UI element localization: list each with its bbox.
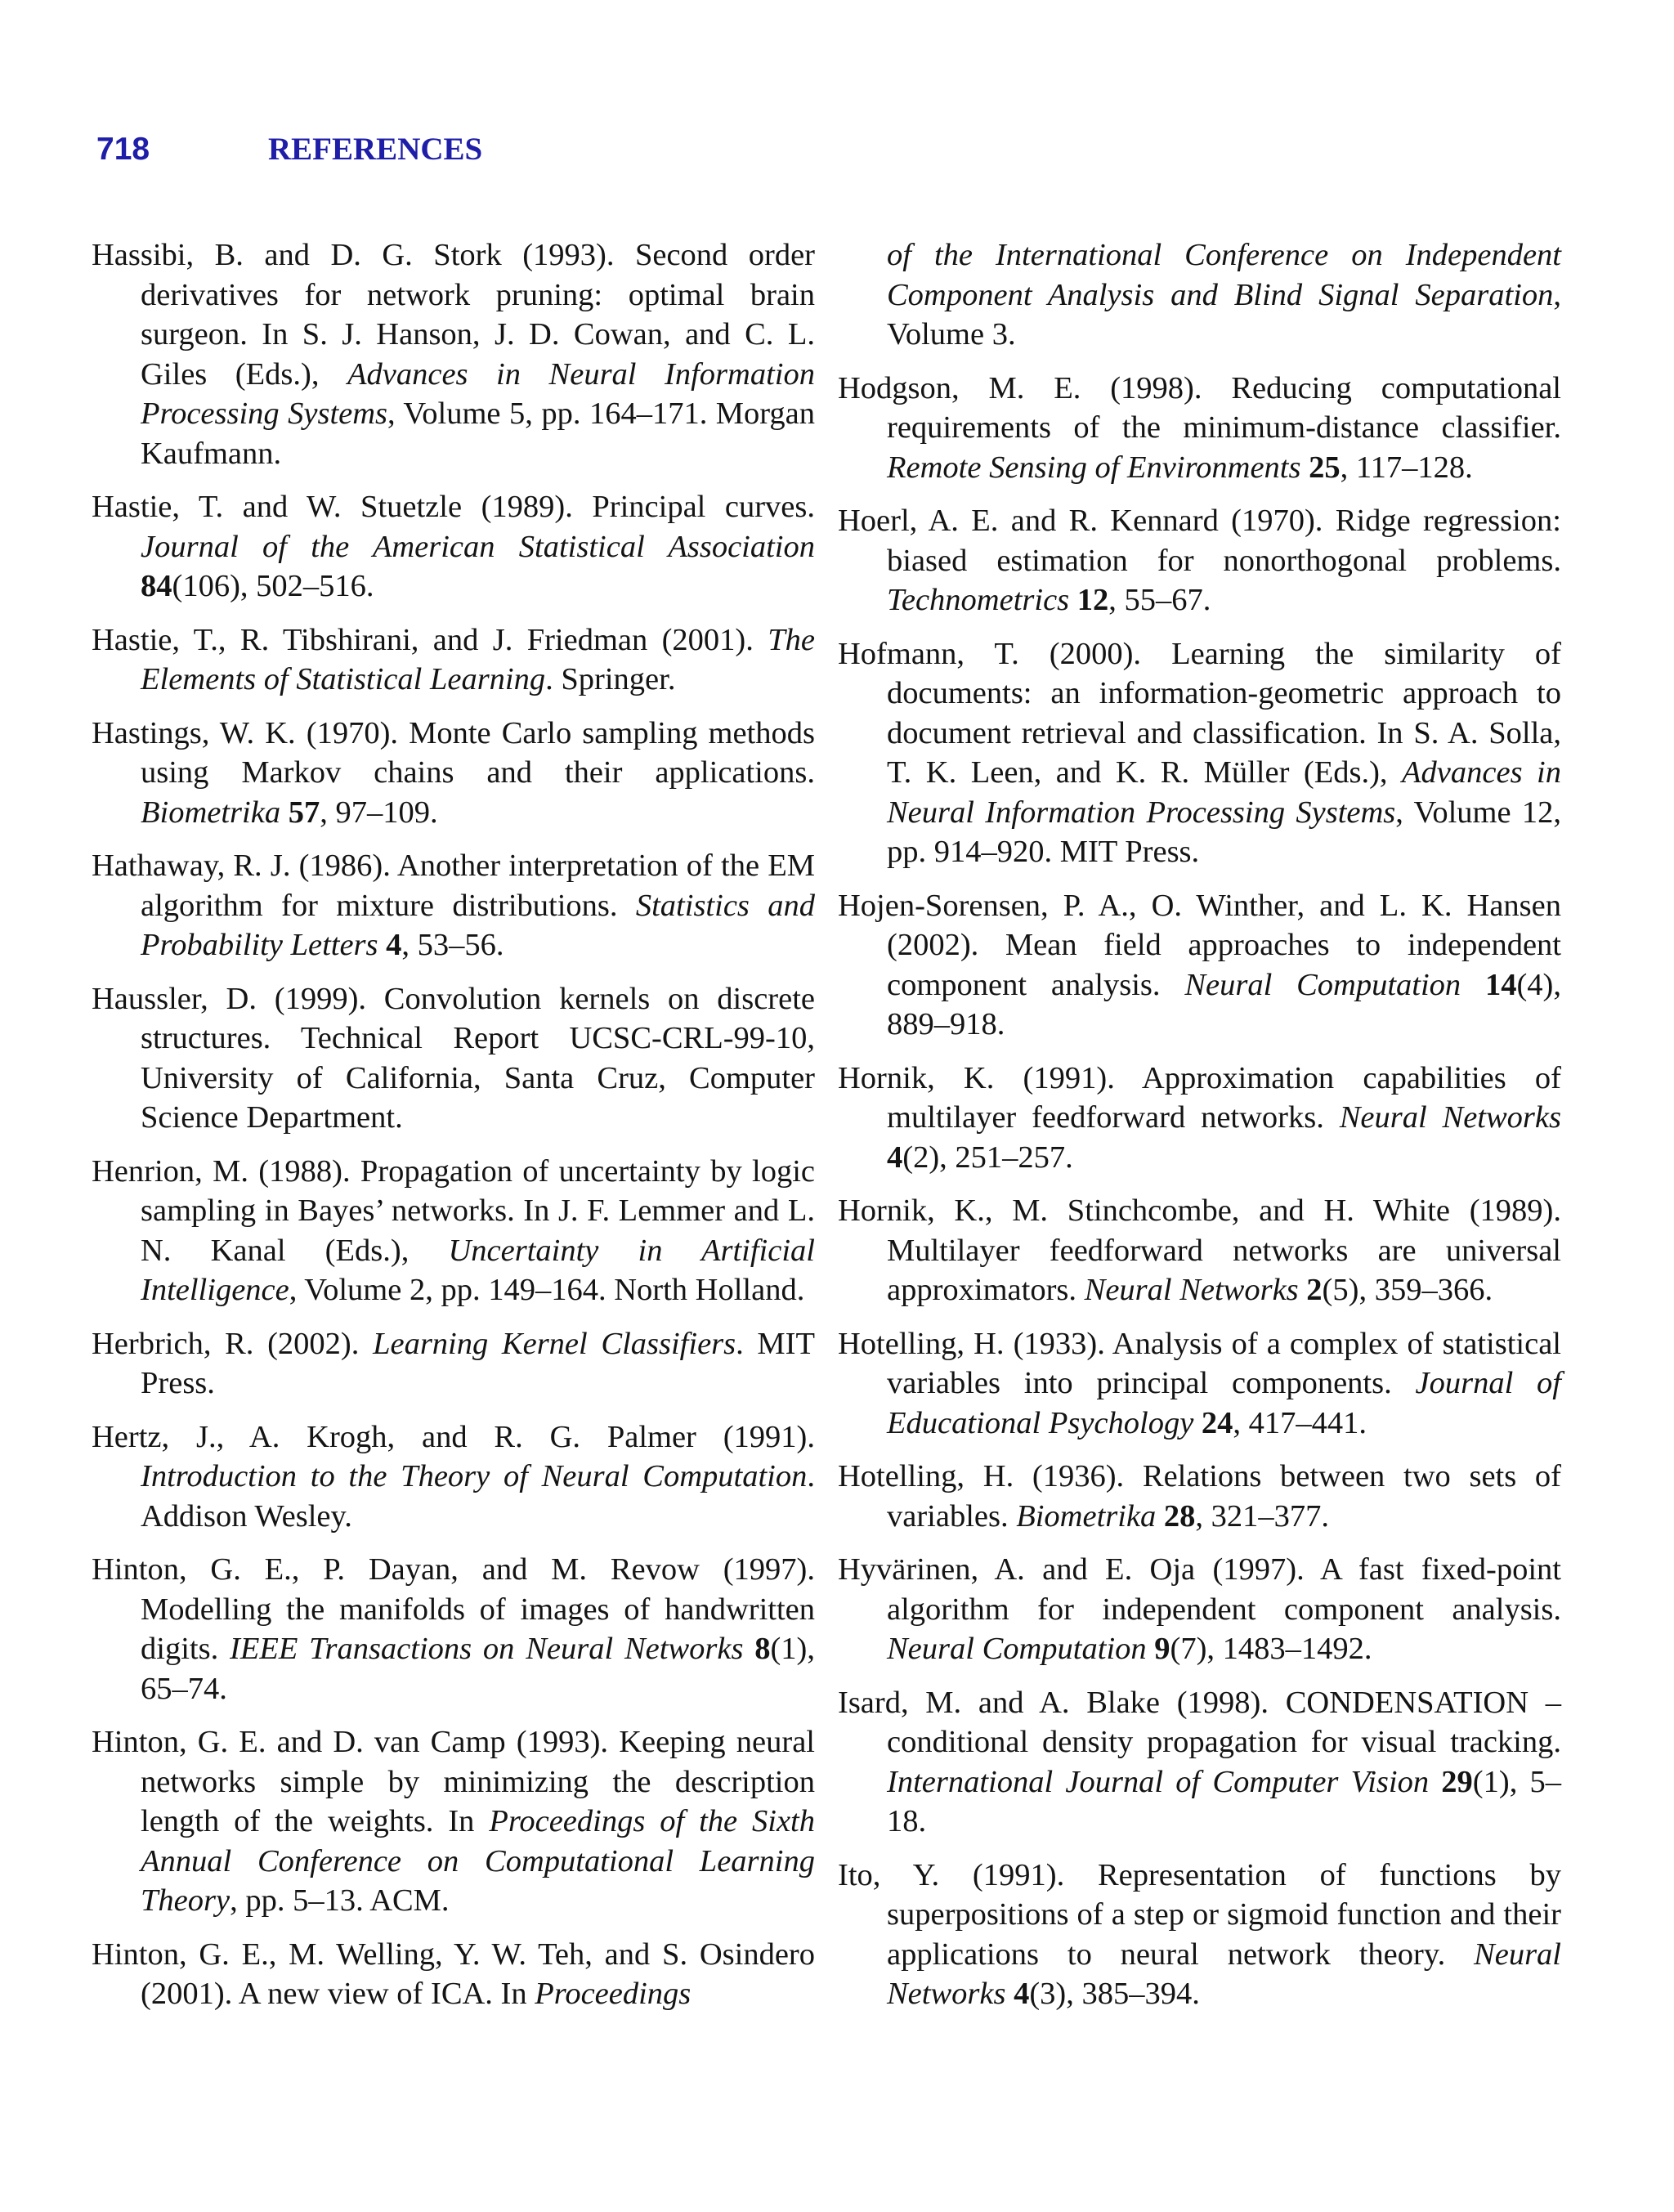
reference-entry (838, 1191, 1561, 1310)
references-right-column (838, 235, 1561, 2028)
reference-volume-bold: 12 (1076, 583, 1109, 617)
reference-entry (92, 235, 815, 473)
reference-text: Hertz, J., A. Krogh, and R. G. Palmer (1991). (92, 1419, 815, 1454)
reference-entry (838, 1324, 1561, 1444)
reference-title-italic: Neural Computation (1184, 967, 1461, 1002)
reference-title-italic: International Journal of Computer Vision (887, 1764, 1430, 1799)
reference-text: (1), 65–74. (141, 1632, 815, 1706)
reference-text (1147, 1632, 1155, 1666)
reference-text (1300, 450, 1309, 485)
reference-text (1299, 1273, 1307, 1307)
reference-text: Ito, Y. (1991). Representation of functions by superpositions of a step or sigmoid function and their applications to neural network theory. (838, 1857, 1561, 1972)
reference-text: Hojen-Sorensen, P. A., O. Winther, and L. K. Hansen (2002). Mean field approaches to independent component analysis. (838, 888, 1561, 1002)
reference-text: , 117–128. (1340, 450, 1473, 485)
reference-text: Hofmann, T. (2000). Learning the similarity of documents: an information-geometric approach to document retrieval and classification. In S. A. Solla, T. K. Leen, and K. R. Müller (Eds.), (838, 636, 1561, 790)
reference-text: (3), 385–394. (1029, 1977, 1200, 2011)
reference-text: Isard, M. and A. Blake (1998). CONDENSATION – conditional density propagation for visual tracking. (838, 1685, 1561, 1759)
section-title: REFERENCES (268, 132, 483, 167)
reference-title-italic: The Elements of Statistical Learning (141, 622, 815, 696)
page-number: 718 (96, 132, 150, 167)
references-left-column (92, 235, 815, 2028)
reference-text (1429, 1765, 1441, 1799)
reference-title-italic: Neural Networks (1084, 1273, 1299, 1307)
reference-text: Hassibi, B. and D. G. Stork (1993). Second order derivatives for network pruning: optimal brain surgeon. In S. J. Hanson, J. D. Cowan, and C. L. Giles (Eds.), (92, 238, 815, 392)
reference-title-italic: IEEE Transactions on Neural Networks (230, 1632, 744, 1666)
reference-title-italic: Remote Sensing of Environments (887, 450, 1301, 485)
reference-title-italic: Uncertainty in Artificial Intelligence (141, 1233, 815, 1307)
reference-text: Hinton, G. E., P. Dayan, and M. Revow (1997). Modelling the manifolds of images of handwritten digits. (92, 1552, 815, 1666)
reference-text: Hotelling, H. (1933). Analysis of a complex of statistical variables into principal components. (838, 1326, 1561, 1400)
reference-entry (92, 1152, 815, 1310)
reference-entry (92, 1722, 815, 1921)
reference-volume-bold: 9 (1154, 1632, 1170, 1666)
reference-entry (838, 1683, 1561, 1842)
reference-volume-bold: 2 (1306, 1273, 1323, 1307)
reference-title-italic: Neural Networks (887, 1937, 1561, 2011)
reference-volume-bold: 84 (141, 569, 172, 603)
reference-entry (838, 1457, 1561, 1536)
reference-text: Hastings, W. K. (1970). Monte Carlo sampling methods using Markov chains and their applications. (92, 715, 815, 790)
reference-volume-bold: 14 (1484, 967, 1517, 1002)
reference-title-italic: Journal of the American Statistical Association (141, 529, 815, 564)
reference-text: Hinton, G. E. and D. van Camp (1993). Keeping neural networks simple by minimizing the description length of the weights. In (92, 1725, 815, 1838)
reference-text: , Volume 12, pp. 914–920. MIT Press. (887, 795, 1561, 869)
reference-text (1005, 1977, 1014, 2011)
reference-entry-continued (838, 235, 1561, 355)
reference-entry (838, 1856, 1561, 2014)
reference-volume-bold: 4 (386, 928, 402, 962)
reference-text: Hinton, G. E., M. Welling, Y. W. Teh, and S. Osindero (2001). A new view of ICA. In (92, 1937, 815, 2011)
reference-text: Hathaway, R. J. (1986). Another interpretation of the EM algorithm for mixture distributions. (92, 849, 815, 923)
reference-entry (838, 634, 1561, 872)
reference-title-italic: Advances in Neural Information Processing Systems (141, 356, 815, 431)
reference-text (1193, 1406, 1202, 1440)
reference-volume-bold: 25 (1309, 450, 1341, 485)
reference-text: , 97–109. (320, 795, 438, 830)
reference-text: (4), 889–918. (887, 967, 1562, 1041)
reference-text: , Volume 3. (887, 277, 1561, 352)
reference-text: , 55–67. (1108, 583, 1211, 617)
reference-text: (7), 1483–1492. (1170, 1632, 1372, 1666)
reference-text: , 321–377. (1195, 1498, 1330, 1534)
reference-text: Hastie, T. and W. Stuetzle (1989). Principal curves. (92, 490, 815, 524)
reference-title-italic: Journal of Educational Psychology (887, 1366, 1561, 1440)
reference-entry (92, 1417, 815, 1537)
reference-text: (2), 251–257. (902, 1140, 1073, 1175)
reference-text: (1), 5–18. (887, 1764, 1561, 1838)
reference-title-italic: Neural Computation (887, 1632, 1147, 1666)
reference-entry (838, 1550, 1561, 1669)
reference-text: Hotelling, H. (1936). Relations between two sets of variables. (838, 1459, 1561, 1534)
reference-volume-bold: 57 (288, 795, 320, 830)
reference-text (743, 1632, 754, 1666)
reference-title-italic: Biometrika (141, 795, 281, 830)
reference-title-italic: Statistics and Probability Letters (141, 888, 815, 962)
reference-text (1156, 1499, 1164, 1534)
reference-text: (106), 502–516. (172, 569, 374, 603)
reference-volume-bold: 24 (1201, 1405, 1233, 1440)
reference-title-italic: Introduction to the Theory of Neural Computation (141, 1459, 808, 1493)
reference-volume-bold: 29 (1441, 1764, 1473, 1799)
reference-text: Hyvärinen, A. and E. Oja (1997). A fast fixed-point algorithm for independent component analysis. (838, 1552, 1561, 1627)
reference-text: , Volume 5, pp. 164–171. Morgan Kaufmann. (141, 396, 815, 471)
reference-title-italic: Proceedings (535, 1977, 692, 2011)
reference-title-italic: of the International Conference on Independent Component Analysis and Blind Signal Separation (887, 238, 1561, 312)
reference-entry (838, 369, 1561, 488)
reference-text (378, 928, 387, 962)
reference-text (280, 795, 289, 830)
reference-entry (92, 714, 815, 833)
reference-entry (92, 620, 815, 700)
reference-text: , 53–56. (401, 928, 504, 962)
reference-text: (5), 359–366. (1322, 1273, 1493, 1307)
reference-title-italic: Advances in Neural Information Processing Systems (887, 755, 1561, 830)
reference-text: Hastie, T., R. Tibshirani, and J. Friedman (2001). (92, 622, 768, 657)
reference-title-italic: Biometrika (1016, 1498, 1157, 1534)
reference-text (1069, 583, 1077, 617)
reference-volume-bold: 8 (754, 1632, 771, 1666)
running-header (96, 131, 482, 180)
reference-text: Hoerl, A. E. and R. Kennard (1970). Ridge regression: biased estimation for nonorthogonal problems. (838, 504, 1561, 578)
reference-entry (92, 487, 815, 607)
reference-text: . Springer. (545, 662, 676, 696)
reference-volume-bold: 4 (887, 1140, 903, 1175)
reference-text: Hornik, K., M. Stinchcombe, and H. White (1989). Multilayer feedforward networks are universal approximators. (838, 1193, 1561, 1307)
reference-volume-bold: 4 (1014, 1977, 1030, 2011)
reference-title-italic: Proceedings of the Sixth Annual Conference on Computational Learning Theory (141, 1804, 815, 1918)
reference-entry (92, 1935, 815, 2014)
reference-title-italic: Neural Networks (1339, 1100, 1561, 1135)
reference-entry (92, 1324, 815, 1404)
reference-text: . Addison Wesley. (141, 1459, 815, 1534)
reference-text: Hodgson, M. E. (1998). Reducing computational requirements of the minimum-distance classifier. (838, 370, 1561, 445)
reference-entry (838, 1059, 1561, 1178)
reference-text: , 417–441. (1233, 1405, 1367, 1440)
reference-volume-bold: 28 (1163, 1498, 1196, 1534)
reference-title-italic: Technometrics (887, 583, 1070, 617)
reference-text: . MIT Press. (141, 1326, 816, 1400)
reference-entry (92, 979, 815, 1138)
reference-entry (92, 846, 815, 965)
reference-title-italic: Learning Kernel Classifiers (373, 1326, 736, 1361)
reference-text: Henrion, M. (1988). Propagation of uncertainty by logic sampling in Bayes’ networks. In J. F. Lemmer and L. N. Kanal (Eds.), (92, 1153, 815, 1268)
reference-text (1461, 968, 1485, 1002)
reference-text: , pp. 5–13. ACM. (230, 1883, 450, 1918)
reference-text: Hornik, K. (1991). Approximation capabilities of multilayer feedforward networks. (838, 1060, 1561, 1135)
reference-text: , Volume 2, pp. 149–164. North Holland. (289, 1273, 805, 1307)
reference-entry (838, 886, 1561, 1045)
reference-text: Herbrich, R. (2002). (92, 1326, 374, 1361)
reference-entry (838, 501, 1561, 620)
reference-text: Haussler, D. (1999). Convolution kernels on discrete structures. Technical Report UCSC-CRL-99-10, University of California, Santa Cruz, Computer Science Department. (92, 981, 815, 1135)
reference-entry (92, 1550, 815, 1708)
